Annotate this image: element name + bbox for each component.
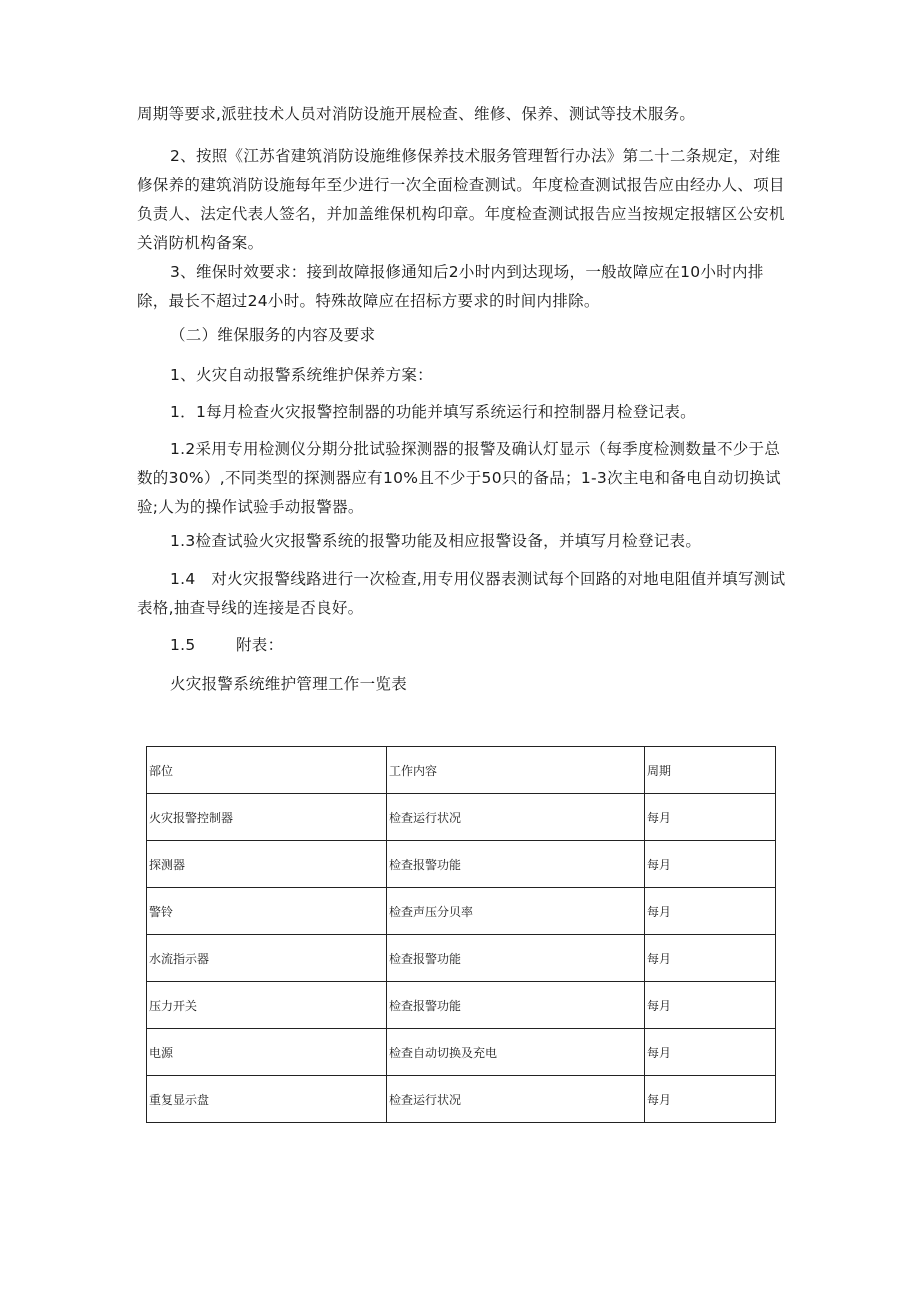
- header-location: 部位: [147, 747, 387, 794]
- paragraph-1-3: 1.3检查试验火灾报警系统的报警功能及相应报警设备，并填写月检登记表。: [170, 532, 702, 550]
- cell-work-content: 检查报警功能: [387, 982, 645, 1029]
- cell-period: 每月: [645, 935, 776, 982]
- paragraph-1-1: 1．1每月检查火灾报警控制器的功能并填写系统运行和控制器月检登记表。: [170, 403, 696, 421]
- cell-period: 每月: [645, 982, 776, 1029]
- table-row: [147, 935, 776, 982]
- cell-location: 重复显示盘: [147, 1076, 387, 1123]
- table-header-row: [147, 747, 776, 794]
- paragraph-item-3: 3、维保时效要求：接到故障报修通知后2小时内到达现场，一般故障应在10小时内排除，最长不超过24小时。特殊故障应在招标方要求的时间内排除。: [137, 263, 764, 310]
- table-row: [147, 1029, 776, 1076]
- cell-work-content: 检查运行状况: [387, 794, 645, 841]
- cell-period: 每月: [645, 794, 776, 841]
- header-work-content: 工作内容: [387, 747, 645, 794]
- cell-location: 电源: [147, 1029, 387, 1076]
- cell-location: 探测器: [147, 841, 387, 888]
- cell-location: 火灾报警控制器: [147, 794, 387, 841]
- table-title: 火灾报警系统维护管理工作一览表: [170, 675, 408, 693]
- paragraph-1-5-text: 附表：: [236, 636, 284, 654]
- header-period: 周期: [645, 747, 776, 794]
- cell-work-content: 检查声压分贝率: [387, 888, 645, 935]
- cell-location: 水流指示器: [147, 935, 387, 982]
- paragraph-1-5-number: 1.5: [170, 636, 196, 654]
- table-row: [147, 841, 776, 888]
- cell-period: 每月: [645, 1076, 776, 1123]
- cell-period: 每月: [645, 888, 776, 935]
- table-row: [147, 1076, 776, 1123]
- cell-work-content: 检查运行状况: [387, 1076, 645, 1123]
- cell-period: 每月: [645, 841, 776, 888]
- maintenance-table: [146, 746, 776, 1123]
- section-heading: （二）维保服务的内容及要求: [170, 326, 376, 344]
- paragraph-continuation: 周期等要求,派驻技术人员对消防设施开展检查、维修、保养、测试等技术服务。: [137, 105, 696, 123]
- cell-location: 压力开关: [147, 982, 387, 1029]
- paragraph-1-2: 1.2采用专用检测仪分期分批试验探测器的报警及确认灯显示（每季度检测数量不少于总数的30%）,不同类型的探测器应有10%且不少于50只的备品；1-3次主电和备电自动切换试验;人为的操作试验手动报警器。: [137, 440, 781, 516]
- cell-work-content: 检查报警功能: [387, 935, 645, 982]
- paragraph-item-2: 2、按照《江苏省建筑消防设施维修保养技术服务管理暂行办法》第二十二条规定，对维修保养的建筑消防设施每年至少进行一次全面检查测试。年度检查测试报告应由经办人、项目负责人、法定代表人签名，并加盖维保机构印章。年度检查测试报告应当按规定报辖区公安机关消防机构备案。: [137, 147, 785, 252]
- table-row: [147, 982, 776, 1029]
- cell-work-content: 检查报警功能: [387, 841, 645, 888]
- cell-work-content: 检查自动切换及充电: [387, 1029, 645, 1076]
- cell-location: 警铃: [147, 888, 387, 935]
- subsection-heading: 1、火灾自动报警系统维护保养方案：: [170, 366, 433, 384]
- table-row: [147, 888, 776, 935]
- paragraph-1-4: 1.4 对火灾报警线路进行一次检查,用专用仪器表测试每个回路的对地电阻值并填写测试表格,抽查导线的连接是否良好。: [137, 570, 786, 617]
- table-row: [147, 794, 776, 841]
- cell-period: 每月: [645, 1029, 776, 1076]
